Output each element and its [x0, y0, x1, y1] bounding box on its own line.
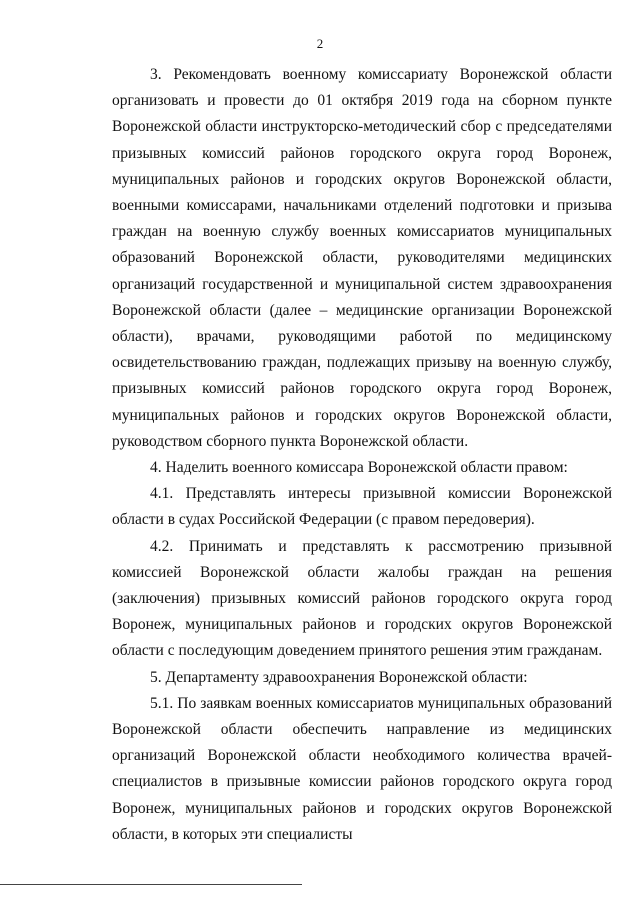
document-body: [112, 62, 612, 848]
paragraph-5: 5. Департаменту здравоохранения Воронежской области:: [150, 668, 528, 686]
paragraph-3: 3. Рекомендовать военному комиссариату Воронежской области организовать и провести до 01 октября 2019 года на сборном пункте Воронежской области инструкторско-методический сбор с председателями призывных комиссий районов городского округа город Воронеж, муниципальных районов и городских округов Воронежской области, военными комиссарами, начальниками отделений подготовки и призыва граждан на военную службу военных комиссариатов муниципальных образований Воронежской области, руководителями медицинских организаций государственной и муниципальной систем здравоохранения Воронежской области (далее – медицинские организации Воронежской области), врачами, руководящими работой по медицинскому освидетельствованию граждан, подлежащих призыву на военную службу, призывных комиссий районов городского округа город Воронеж, муниципальных районов и городских округов Воронежской области, руководством сборного пункта Воронежской области.: [112, 66, 612, 450]
paragraph-4-2: 4.2. Принимать и представлять к рассмотрению призывной комиссией Воронежской области жалобы граждан на решения (заключения) призывных комиссий районов городского округа город Воронеж, муниципальных районов и городских округов Воронежской области с последующим доведением принятого решения этим гражданам.: [112, 537, 612, 660]
paragraph-5-1: 5.1. По заявкам военных комиссариатов муниципальных образований Воронежской области обеспечить направление из медицинских организаций Воронежской области необходимого количества врачей-специалистов в призывные комиссии районов городского округа город Воронеж, муниципальных районов и городских округов Воронежской области, в которых эти специалисты: [112, 694, 612, 843]
footer-divider: [0, 884, 302, 885]
paragraph-4-1: 4.1. Представлять интересы призывной комиссии Воронежской области в судах Российской Федерации (с правом передоверия).: [112, 485, 612, 529]
page-number: 2: [316, 36, 324, 51]
paragraph-4: 4. Наделить военного комиссара Воронежской области правом:: [150, 459, 568, 477]
